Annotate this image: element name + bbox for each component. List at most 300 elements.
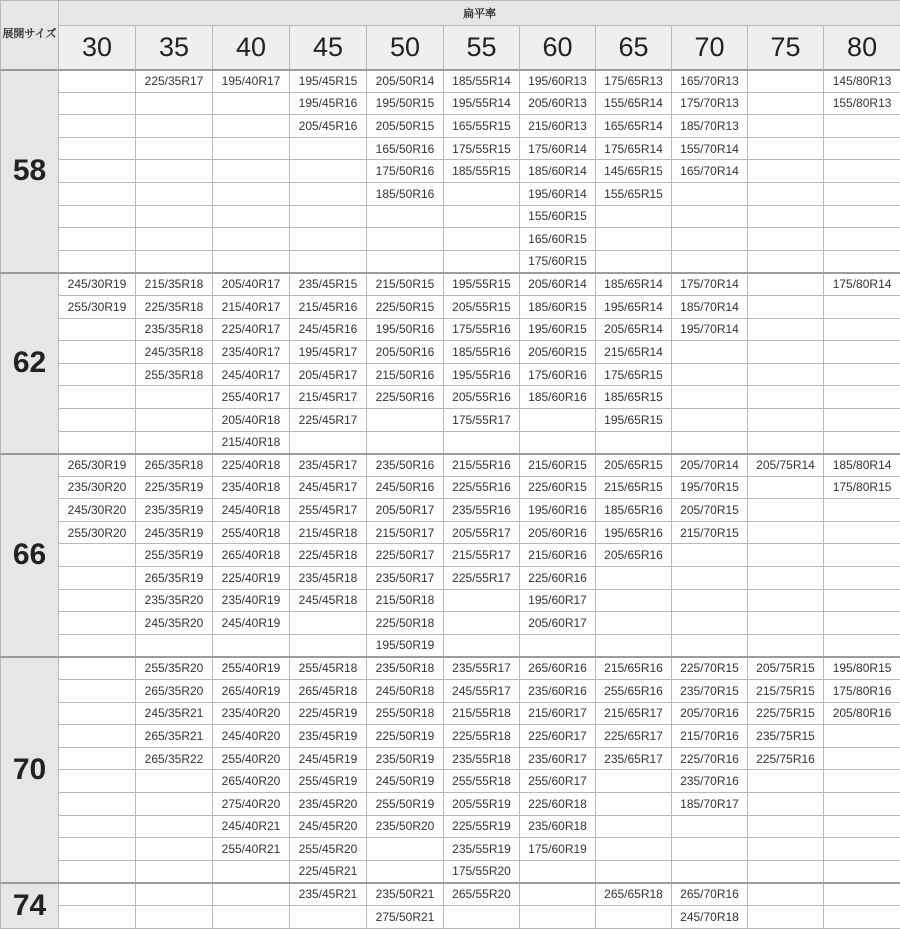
- tire-size-cell: [136, 860, 213, 883]
- tire-size-cell: 155/60R15: [520, 205, 596, 228]
- tire-size-cell: [213, 860, 290, 883]
- rim-size-label: 58: [1, 70, 59, 273]
- tire-size-cell: 255/40R21: [213, 838, 290, 861]
- tire-size-cell: 185/70R13: [672, 115, 748, 138]
- tire-size-cell: [59, 318, 136, 341]
- tire-size-cell: [824, 905, 900, 928]
- tire-size-cell: 225/50R19: [367, 725, 444, 748]
- tire-size-cell: [444, 182, 520, 205]
- tire-size-cell: [444, 612, 520, 635]
- tire-size-cell: 175/65R13: [596, 70, 672, 93]
- tire-size-cell: [520, 431, 596, 454]
- ratio-header: 35: [136, 26, 213, 70]
- tire-size-cell: [748, 137, 824, 160]
- tire-size-cell: 215/55R16: [444, 454, 520, 477]
- tire-size-cell: 275/50R21: [367, 905, 444, 928]
- tire-size-cell: 235/55R18: [444, 747, 520, 770]
- tire-size-cell: [520, 883, 596, 906]
- tire-size-cell: [520, 860, 596, 883]
- tire-size-cell: 205/65R16: [596, 544, 672, 567]
- tire-size-cell: [444, 228, 520, 251]
- tire-size-cell: 265/60R16: [520, 657, 596, 680]
- tire-size-cell: [824, 431, 900, 454]
- tire-size-cell: [59, 860, 136, 883]
- tire-size-cell: [290, 250, 367, 273]
- tire-size-cell: [672, 408, 748, 431]
- rim-size-label: 74: [1, 883, 59, 928]
- tire-size-cell: 225/35R17: [136, 70, 213, 93]
- tire-size-cell: [596, 431, 672, 454]
- tire-size-cell: 215/50R16: [367, 363, 444, 386]
- tire-size-cell: [136, 793, 213, 816]
- tire-size-cell: 255/40R18: [213, 521, 290, 544]
- tire-size-cell: 235/60R16: [520, 680, 596, 703]
- tire-size-cell: 175/60R14: [520, 137, 596, 160]
- table-row: [1, 205, 900, 228]
- tire-size-cell: [824, 747, 900, 770]
- tire-size-cell: 255/35R19: [136, 544, 213, 567]
- tire-size-cell: [213, 137, 290, 160]
- tire-size-cell: [290, 160, 367, 183]
- tire-size-cell: 255/40R17: [213, 386, 290, 409]
- tire-size-cell: 245/40R20: [213, 725, 290, 748]
- tire-size-cell: 245/45R16: [290, 318, 367, 341]
- tire-size-cell: 225/45R17: [290, 408, 367, 431]
- tire-size-cell: 225/60R17: [520, 725, 596, 748]
- tire-size-cell: [290, 137, 367, 160]
- tire-size-cell: 245/35R20: [136, 612, 213, 635]
- tire-size-cell: [748, 408, 824, 431]
- tire-size-cell: 245/35R21: [136, 702, 213, 725]
- tire-size-cell: 225/45R18: [290, 544, 367, 567]
- tire-size-cell: 175/70R14: [672, 273, 748, 296]
- tire-size-cell: 235/50R21: [367, 883, 444, 906]
- tire-size-cell: [596, 770, 672, 793]
- tire-size-cell: [672, 386, 748, 409]
- tire-size-cell: [824, 883, 900, 906]
- tire-size-cell: [748, 92, 824, 115]
- tire-size-cell: 195/50R19: [367, 634, 444, 657]
- tire-size-cell: 265/35R21: [136, 725, 213, 748]
- table-row: [1, 499, 900, 522]
- tire-size-cell: [748, 295, 824, 318]
- tire-size-cell: 205/55R15: [444, 295, 520, 318]
- tire-size-cell: 235/60R18: [520, 815, 596, 838]
- tire-size-cell: [290, 905, 367, 928]
- tire-size-cell: 205/70R15: [672, 499, 748, 522]
- tire-size-cell: 195/50R15: [367, 92, 444, 115]
- tire-size-cell: [444, 634, 520, 657]
- tire-size-cell: [748, 544, 824, 567]
- table-row: [1, 657, 900, 680]
- tire-size-cell: 235/50R16: [367, 454, 444, 477]
- tire-size-cell: 225/65R17: [596, 725, 672, 748]
- tire-size-cell: 215/55R18: [444, 702, 520, 725]
- tire-size-cell: 215/65R17: [596, 702, 672, 725]
- tire-size-cell: 215/40R17: [213, 295, 290, 318]
- tire-size-cell: [748, 589, 824, 612]
- ratio-header-row: [1, 26, 900, 70]
- tire-size-cell: 225/60R18: [520, 793, 596, 816]
- table-row: [1, 115, 900, 138]
- tire-size-cell: 205/60R13: [520, 92, 596, 115]
- tire-size-cell: [748, 386, 824, 409]
- tire-size-cell: [59, 657, 136, 680]
- tire-size-cell: [824, 137, 900, 160]
- tire-size-cell: [59, 544, 136, 567]
- tire-size-cell: 235/45R20: [290, 793, 367, 816]
- tire-size-cell: 205/75R15: [748, 657, 824, 680]
- tire-size-cell: 185/65R15: [596, 386, 672, 409]
- tire-size-cell: [290, 228, 367, 251]
- tire-size-cell: [290, 182, 367, 205]
- tire-size-cell: [367, 228, 444, 251]
- tire-size-cell: [672, 363, 748, 386]
- tire-size-cell: 195/55R15: [444, 273, 520, 296]
- tire-size-cell: [213, 228, 290, 251]
- tire-size-cell: [748, 205, 824, 228]
- ratio-header: 65: [596, 26, 672, 70]
- table-row: [1, 860, 900, 883]
- tire-size-cell: 205/75R14: [748, 454, 824, 477]
- tire-size-cell: [672, 182, 748, 205]
- tire-size-cell: [672, 634, 748, 657]
- tire-size-cell: [824, 634, 900, 657]
- table-row: [1, 341, 900, 364]
- table-row: [1, 137, 900, 160]
- tire-size-cell: 235/45R21: [290, 883, 367, 906]
- tire-size-cell: 245/40R18: [213, 499, 290, 522]
- tire-size-cell: 185/60R16: [520, 386, 596, 409]
- tire-size-cell: 255/45R19: [290, 770, 367, 793]
- tire-size-cell: 205/50R16: [367, 341, 444, 364]
- tire-size-cell: 195/70R14: [672, 318, 748, 341]
- tire-size-cell: 255/35R18: [136, 363, 213, 386]
- tire-size-cell: 205/70R14: [672, 454, 748, 477]
- tire-size-cell: [824, 160, 900, 183]
- tire-size-cell: 165/70R13: [672, 70, 748, 93]
- tire-size-cell: [59, 341, 136, 364]
- tire-size-cell: 195/45R16: [290, 92, 367, 115]
- tire-size-cell: 235/55R19: [444, 838, 520, 861]
- tire-size-cell: 145/80R13: [824, 70, 900, 93]
- tire-size-cell: 175/60R16: [520, 363, 596, 386]
- tire-size-cell: 265/35R19: [136, 567, 213, 590]
- tire-size-cell: [748, 182, 824, 205]
- tire-size-cell: 215/70R16: [672, 725, 748, 748]
- table-row: [1, 363, 900, 386]
- table-row: [1, 273, 900, 296]
- tire-size-cell: [748, 273, 824, 296]
- tire-size-cell: 195/45R17: [290, 341, 367, 364]
- tire-size-cell: [824, 386, 900, 409]
- table-row: [1, 408, 900, 431]
- tire-size-cell: [672, 612, 748, 635]
- tire-size-cell: [59, 838, 136, 861]
- tire-size-cell: 165/70R14: [672, 160, 748, 183]
- tire-size-cell: [672, 228, 748, 251]
- tire-size-cell: 225/60R16: [520, 567, 596, 590]
- tire-size-cell: [824, 838, 900, 861]
- tire-size-cell: 245/50R19: [367, 770, 444, 793]
- tire-size-cell: 245/30R20: [59, 499, 136, 522]
- table-row: [1, 228, 900, 251]
- tire-size-cell: [367, 860, 444, 883]
- tire-size-cell: 165/55R15: [444, 115, 520, 138]
- tire-size-cell: [59, 386, 136, 409]
- tire-size-cell: 185/70R17: [672, 793, 748, 816]
- tire-size-cell: [748, 363, 824, 386]
- tire-size-cell: 195/60R15: [520, 318, 596, 341]
- tire-size-cell: 225/50R15: [367, 295, 444, 318]
- tire-size-cell: 225/50R17: [367, 544, 444, 567]
- tire-size-cell: 245/35R18: [136, 341, 213, 364]
- tire-size-cell: 215/65R15: [596, 476, 672, 499]
- ratio-header: 30: [59, 26, 136, 70]
- tire-size-cell: [748, 476, 824, 499]
- tire-size-cell: 215/75R15: [748, 680, 824, 703]
- ratio-header: 40: [213, 26, 290, 70]
- tire-size-cell: 225/75R15: [748, 702, 824, 725]
- tire-size-cell: [59, 431, 136, 454]
- tire-size-cell: [59, 905, 136, 928]
- tire-size-cell: 275/40R20: [213, 793, 290, 816]
- ratio-header: 75: [748, 26, 824, 70]
- tire-size-cell: 255/30R19: [59, 295, 136, 318]
- tire-size-cell: [824, 567, 900, 590]
- tire-size-cell: 185/55R15: [444, 160, 520, 183]
- tire-size-cell: 215/70R15: [672, 521, 748, 544]
- tire-size-cell: [136, 115, 213, 138]
- table-row: [1, 702, 900, 725]
- table-row: [1, 838, 900, 861]
- tire-size-cell: [596, 612, 672, 635]
- tire-size-cell: 215/65R16: [596, 657, 672, 680]
- tire-size-cell: 215/40R18: [213, 431, 290, 454]
- tire-size-cell: [672, 815, 748, 838]
- tire-size-cell: 225/45R21: [290, 860, 367, 883]
- tire-size-cell: 145/65R15: [596, 160, 672, 183]
- table-row: [1, 431, 900, 454]
- tire-size-cell: 265/35R22: [136, 747, 213, 770]
- tire-size-cell: 225/40R18: [213, 454, 290, 477]
- tire-size-cell: [672, 860, 748, 883]
- tire-size-cell: 195/70R15: [672, 476, 748, 499]
- tire-size-cell: 235/60R17: [520, 747, 596, 770]
- tire-size-cell: [824, 182, 900, 205]
- tire-size-cell: 205/70R16: [672, 702, 748, 725]
- tire-size-cell: [59, 793, 136, 816]
- tire-size-cell: [748, 793, 824, 816]
- table-row: [1, 883, 900, 906]
- tire-size-cell: 175/80R14: [824, 273, 900, 296]
- tire-size-cell: [596, 815, 672, 838]
- tire-size-cell: [59, 205, 136, 228]
- tire-size-cell: [824, 250, 900, 273]
- tire-size-cell: 235/75R15: [748, 725, 824, 748]
- tire-size-cell: 165/50R16: [367, 137, 444, 160]
- tire-size-cell: [136, 386, 213, 409]
- table-row: [1, 544, 900, 567]
- tire-size-cell: [59, 408, 136, 431]
- tire-size-cell: [672, 838, 748, 861]
- table-row: [1, 182, 900, 205]
- tire-size-cell: [748, 431, 824, 454]
- tire-size-cell: [290, 612, 367, 635]
- tire-size-cell: 175/80R15: [824, 476, 900, 499]
- tire-size-cell: [596, 567, 672, 590]
- tire-size-cell: 185/55R16: [444, 341, 520, 364]
- tire-size-cell: [59, 612, 136, 635]
- tire-size-cell: 235/30R20: [59, 476, 136, 499]
- tire-size-cell: 255/60R17: [520, 770, 596, 793]
- tire-size-cell: 205/45R16: [290, 115, 367, 138]
- tire-size-cell: [748, 341, 824, 364]
- tire-size-cell: 235/50R17: [367, 567, 444, 590]
- tire-size-cell: 265/35R20: [136, 680, 213, 703]
- tire-size-cell: [596, 250, 672, 273]
- table-row: [1, 70, 900, 93]
- tire-size-cell: 235/40R18: [213, 476, 290, 499]
- tire-size-cell: 235/45R15: [290, 273, 367, 296]
- tire-size-cell: 195/65R16: [596, 521, 672, 544]
- tire-size-cell: [824, 499, 900, 522]
- tire-size-cell: [824, 363, 900, 386]
- tire-size-cell: 235/55R16: [444, 499, 520, 522]
- tire-size-cell: [213, 634, 290, 657]
- tire-size-cell: [824, 115, 900, 138]
- tire-size-cell: [824, 544, 900, 567]
- tire-size-cell: 205/50R17: [367, 499, 444, 522]
- tire-size-cell: 205/55R16: [444, 386, 520, 409]
- tire-size-cell: [59, 567, 136, 590]
- tire-size-cell: [748, 70, 824, 93]
- tire-size-cell: 225/50R18: [367, 612, 444, 635]
- tire-size-cell: 205/40R17: [213, 273, 290, 296]
- tire-size-cell: 235/45R17: [290, 454, 367, 477]
- tire-size-cell: [59, 634, 136, 657]
- tire-size-cell: 235/40R19: [213, 589, 290, 612]
- tire-size-cell: [596, 793, 672, 816]
- tire-size-cell: 265/40R19: [213, 680, 290, 703]
- tire-size-cell: [824, 860, 900, 883]
- tire-size-cell: [520, 905, 596, 928]
- tire-size-cell: 245/45R20: [290, 815, 367, 838]
- tire-size-cell: 255/45R17: [290, 499, 367, 522]
- tire-size-cell: [213, 883, 290, 906]
- tire-size-cell: 245/40R19: [213, 612, 290, 635]
- tire-size-cell: [824, 612, 900, 635]
- tire-size-cell: [672, 341, 748, 364]
- tire-size-cell: [748, 770, 824, 793]
- tire-size-cell: 175/65R14: [596, 137, 672, 160]
- ratio-header: 45: [290, 26, 367, 70]
- table-row: [1, 318, 900, 341]
- tire-size-cell: [59, 228, 136, 251]
- tire-size-cell: 225/50R16: [367, 386, 444, 409]
- table-row: [1, 92, 900, 115]
- table-row: [1, 725, 900, 748]
- tire-size-cell: 255/55R18: [444, 770, 520, 793]
- tire-size-cell: [136, 228, 213, 251]
- tire-size-cell: 245/40R17: [213, 363, 290, 386]
- tire-size-cell: 175/70R13: [672, 92, 748, 115]
- tire-size-cell: 175/50R16: [367, 160, 444, 183]
- tire-size-cell: 205/55R19: [444, 793, 520, 816]
- tire-size-cell: 205/55R17: [444, 521, 520, 544]
- tire-size-cell: [59, 747, 136, 770]
- table-row: [1, 567, 900, 590]
- tire-size-cell: 215/50R17: [367, 521, 444, 544]
- tire-size-cell: [748, 115, 824, 138]
- tire-size-cell: [213, 250, 290, 273]
- tire-size-cell: 235/35R20: [136, 589, 213, 612]
- tire-size-cell: 265/35R18: [136, 454, 213, 477]
- tire-size-cell: [59, 363, 136, 386]
- tire-size-cell: 255/40R19: [213, 657, 290, 680]
- tire-size-cell: 155/65R15: [596, 182, 672, 205]
- tire-size-cell: [672, 250, 748, 273]
- tire-size-cell: [596, 205, 672, 228]
- tire-size-cell: 155/80R13: [824, 92, 900, 115]
- tire-size-cell: [824, 815, 900, 838]
- tire-size-cell: [136, 838, 213, 861]
- tire-size-cell: [136, 634, 213, 657]
- tire-size-cell: 215/50R18: [367, 589, 444, 612]
- tire-size-cell: [748, 815, 824, 838]
- tire-size-cell: [748, 905, 824, 928]
- tire-size-cell: 195/60R13: [520, 70, 596, 93]
- tire-size-cell: [672, 205, 748, 228]
- tire-size-cell: 205/80R16: [824, 702, 900, 725]
- tire-size-cell: [824, 205, 900, 228]
- tire-size-cell: 225/75R16: [748, 747, 824, 770]
- table-row: [1, 160, 900, 183]
- tire-size-cell: 245/30R19: [59, 273, 136, 296]
- tire-size-cell: [596, 860, 672, 883]
- tire-size-cell: 225/45R19: [290, 702, 367, 725]
- tire-size-cell: 175/55R17: [444, 408, 520, 431]
- tire-size-cell: 175/60R19: [520, 838, 596, 861]
- tire-size-cell: 155/70R14: [672, 137, 748, 160]
- rim-size-label: 70: [1, 657, 59, 883]
- table-row: [1, 250, 900, 273]
- tire-size-cell: [672, 431, 748, 454]
- tire-size-cell: [136, 250, 213, 273]
- tire-size-cell: [748, 612, 824, 635]
- tire-size-cell: 235/45R18: [290, 567, 367, 590]
- tire-size-cell: 195/40R17: [213, 70, 290, 93]
- tire-size-cell: 215/60R17: [520, 702, 596, 725]
- tire-size-cell: 225/60R15: [520, 476, 596, 499]
- tire-size-cell: 235/70R16: [672, 770, 748, 793]
- tire-size-cell: [59, 115, 136, 138]
- tire-size-cell: 265/45R18: [290, 680, 367, 703]
- tire-size-cell: [824, 295, 900, 318]
- tire-size-cell: 255/50R18: [367, 702, 444, 725]
- tire-size-cell: [824, 408, 900, 431]
- tire-size-cell: 225/70R15: [672, 657, 748, 680]
- tire-size-cell: 235/65R17: [596, 747, 672, 770]
- tire-size-cell: 235/50R19: [367, 747, 444, 770]
- tire-size-cell: 205/60R15: [520, 341, 596, 364]
- tire-size-cell: 215/60R13: [520, 115, 596, 138]
- tire-size-cell: [213, 182, 290, 205]
- tire-size-cell: 235/50R20: [367, 815, 444, 838]
- tire-size-cell: [136, 137, 213, 160]
- tire-size-cell: 235/40R20: [213, 702, 290, 725]
- tire-size-cell: [59, 770, 136, 793]
